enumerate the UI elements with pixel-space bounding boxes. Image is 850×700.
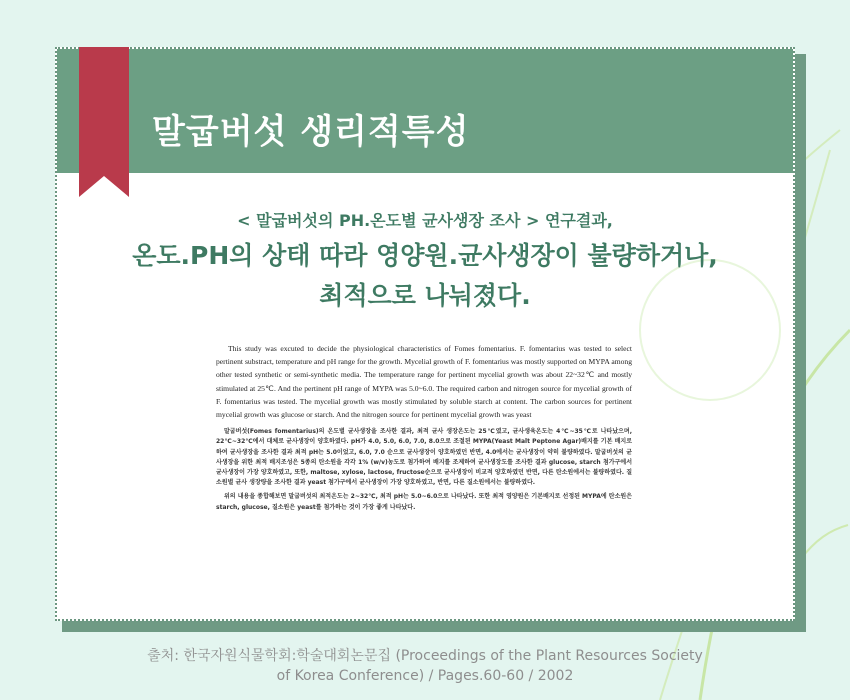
- source-line-2: of Korea Conference) / Pages.60-60 / 2002: [276, 668, 574, 684]
- paper-excerpt: [216, 342, 632, 592]
- abstract-korean-2: 위의 내용을 종합해보면 말굽버섯의 최적온도는 2~32℃, 최적 pH는 5.0~6.0으로 나타났다. 또한 최적 영양원은 기본배지로 선정된 MYPA에 탄소원은 starch, glucose, 질소원은 yeast를 첨가하는 것이 가장 좋게 나타났다.: [216, 493, 632, 511]
- source-line-1: 출처: 한국자원식물학회:학술대회논문집 (Proceedings of the Plant Resources Society: [147, 648, 703, 664]
- bookmark-ribbon: [79, 47, 129, 197]
- headline-line-1: 온도.PH의 상태 따라 영양원.균사생장이 불량하거나,: [132, 241, 718, 270]
- source-citation: [0, 646, 850, 686]
- headline: [0, 236, 850, 316]
- page-title: 말굽버섯 생리적특성: [152, 112, 470, 152]
- abstract-korean-1: 말굽버섯(Fomes fomentarius)의 온도별 균사생장을 조사한 결과, 최적 균사 생장온도는 25℃였고, 균사생육온도는 4℃~35℃로 나타났으며, 22℃~32℃에서 대체로 균사생장이 양호하였다. pH가 4.0, 5.0, 6.0, 7.0, 8.0으로 조절된 MYPA(Yeast Malt Peptone Agar)배지를 기본 배지로하여 균사생장을 조사한 결과 최적 pH는 5.0이었고, 6.0, 7.0 순으로 균사생장이 양호하였던 반면, 4.0에서는 균사생장이 약히 불량하였다. 말굽버섯의 균사생장을 위한 최적 배지조성은 5종의 탄소원을 각각 1% (w/v)농도로 첨가하여 배지를 조제하여 균사생장도를 조사한 결과 glucose, starch 첨가구에서 균사생장이 가장 양호하였고, 또한, maltose, xylose, lactose, fructose순으로 균사생장이 비교적 양호하였던 반면, 다른 탄소원에서는 불량하였다. 질소원별 균사 생장량을 조사한 결과 yeast 첨가구에서 균사생장이 가장 양호하였고, 반면, 다른 질소원에서는 불량하였다.: [216, 428, 632, 487]
- headline-line-2: 최적으로 나눠졌다.: [319, 281, 531, 310]
- subtitle: < 말굽버섯의 PH.온도별 균사생장 조사 > 연구결과,: [237, 211, 613, 230]
- abstract-english: This study was excuted to decide the physiological characteristics of Fomes fomentarius. F. fomentarius was tested to select pertinent substract, temperature and pH range for the growth. Mycelial growth of F. fomentarius was mostly supported on MYPA among other tested synthetic or semi-synthetic media. The temperature range for pertinent mycelial growth was about 22~32℃ and mostly stimulated at 25℃. And the pertinent pH range of MYPA was 5.0~6.0. The required carbon and nitrogen source for mycelial growth of F. fomentarius was tested. The mycelial growth was mostly stimulated by soluble starch at content. The carbon sources for pertinent mycelial growth was glucose or starch. And the nitrogen source for pertinent mycelial growth was yeast: [216, 344, 632, 420]
